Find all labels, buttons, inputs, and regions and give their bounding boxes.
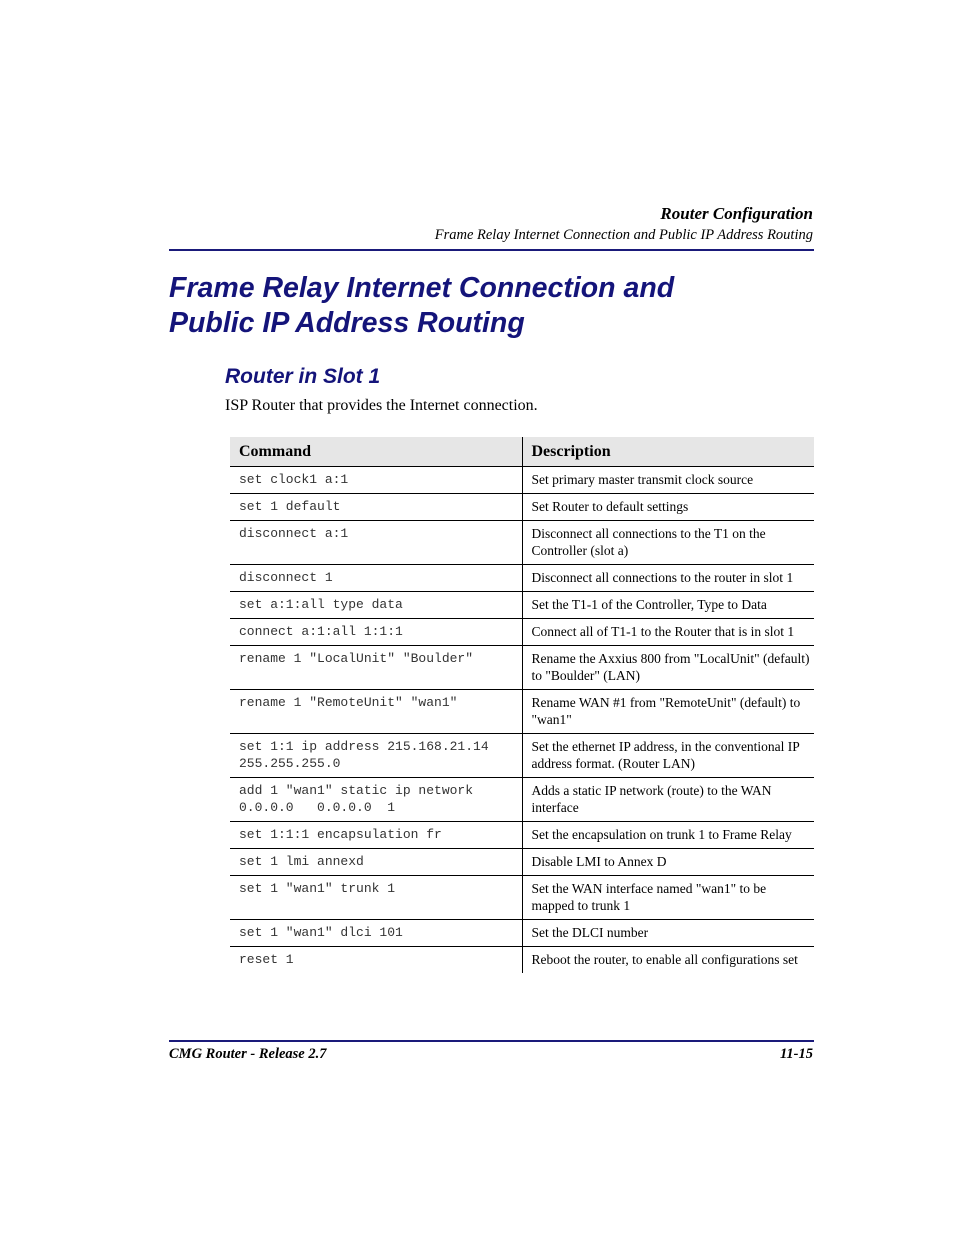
table-row [230, 947, 814, 974]
table-row [230, 920, 814, 947]
command-table [230, 437, 814, 973]
table-row [230, 778, 814, 822]
command-cell: connect a:1:all 1:1:1 [230, 619, 522, 646]
section-heading: Router in Slot 1 [225, 365, 381, 388]
description-cell: Set the WAN interface named "wan1" to be mapped to trunk 1 [522, 876, 814, 920]
description-cell: Set the T1-1 of the Controller, Type to Data [522, 592, 814, 619]
command-cell: reset 1 [239, 952, 294, 967]
running-head-chapter: Router Configuration [660, 204, 813, 223]
command-cell: rename 1 "RemoteUnit" "wan1" [230, 690, 522, 734]
page-title-line2: Public IP Address Routing [169, 307, 525, 339]
table-row [230, 494, 814, 521]
page-title-line1: Frame Relay Internet Connection and [169, 272, 675, 304]
command-cell: set 1 "wan1" dlci 101 [230, 920, 522, 947]
table-row [230, 876, 814, 920]
command-cell: set clock1 a:1 [230, 467, 522, 494]
command-cell: rename 1 "LocalUnit" "Boulder" [230, 646, 522, 690]
column-header-description: Description [522, 437, 814, 467]
description-cell: Set the encapsulation on trunk 1 to Frame Relay [522, 822, 814, 849]
command-cell: disconnect 1 [230, 565, 522, 592]
page-title [169, 271, 809, 341]
command-cell: set 1 default [230, 494, 522, 521]
command-cell: set 1:1 ip address 215.168.21.14 255.255.255.0 [230, 734, 522, 778]
command-cell: disconnect a:1 [230, 521, 522, 565]
table-row [230, 646, 814, 690]
table-row [230, 619, 814, 646]
description-cell: Set the ethernet IP address, in the conventional IP address format. (Router LAN) [522, 734, 814, 778]
column-header-command: Command [230, 437, 522, 467]
description-cell: Rename WAN #1 from "RemoteUnit" (default) to "wan1" [522, 690, 814, 734]
command-cell: add 1 "wan1" static ip network 0.0.0.0 0.0.0.0 1 [230, 778, 522, 822]
description-cell: Rename the Axxius 800 from "LocalUnit" (default) to "Boulder" (LAN) [522, 646, 814, 690]
table-row [230, 565, 814, 592]
description-cell: Connect all of T1-1 to the Router that is in slot 1 [522, 619, 814, 646]
table-row [230, 690, 814, 734]
table-row [230, 734, 814, 778]
table-row [230, 467, 814, 494]
description-cell: Set Router to default settings [522, 494, 814, 521]
description-cell: Reboot the router, to enable all configurations set [522, 947, 814, 974]
description-cell: Adds a static IP network (route) to the WAN interface [522, 778, 814, 822]
table-row [230, 592, 814, 619]
table-row [230, 521, 814, 565]
footer-product: CMG Router - Release 2.7 [169, 1046, 327, 1062]
command-cell: set 1 "wan1" trunk 1 [230, 876, 522, 920]
description-cell: Disconnect all connections to the T1 on the Controller (slot a) [522, 521, 814, 565]
command-cell: set 1:1:1 encapsulation fr [230, 822, 522, 849]
command-cell: set a:1:all type data [230, 592, 522, 619]
command-cell: set 1 lmi annexd [230, 849, 522, 876]
description-cell: Disable LMI to Annex D [522, 849, 814, 876]
table-row [230, 849, 814, 876]
intro-text: ISP Router that provides the Internet connection. [225, 397, 538, 414]
page-number: 11-15 [779, 1046, 813, 1062]
table-row [230, 822, 814, 849]
header-rule [169, 249, 814, 251]
running-head-section: Frame Relay Internet Connection and Public IP Address Routing [434, 227, 813, 243]
description-cell: Disconnect all connections to the router in slot 1 [522, 565, 814, 592]
footer-rule [169, 1040, 814, 1042]
description-cell: Set the DLCI number [522, 920, 814, 947]
table-header-row [230, 437, 814, 467]
description-cell: Set primary master transmit clock source [522, 467, 814, 494]
